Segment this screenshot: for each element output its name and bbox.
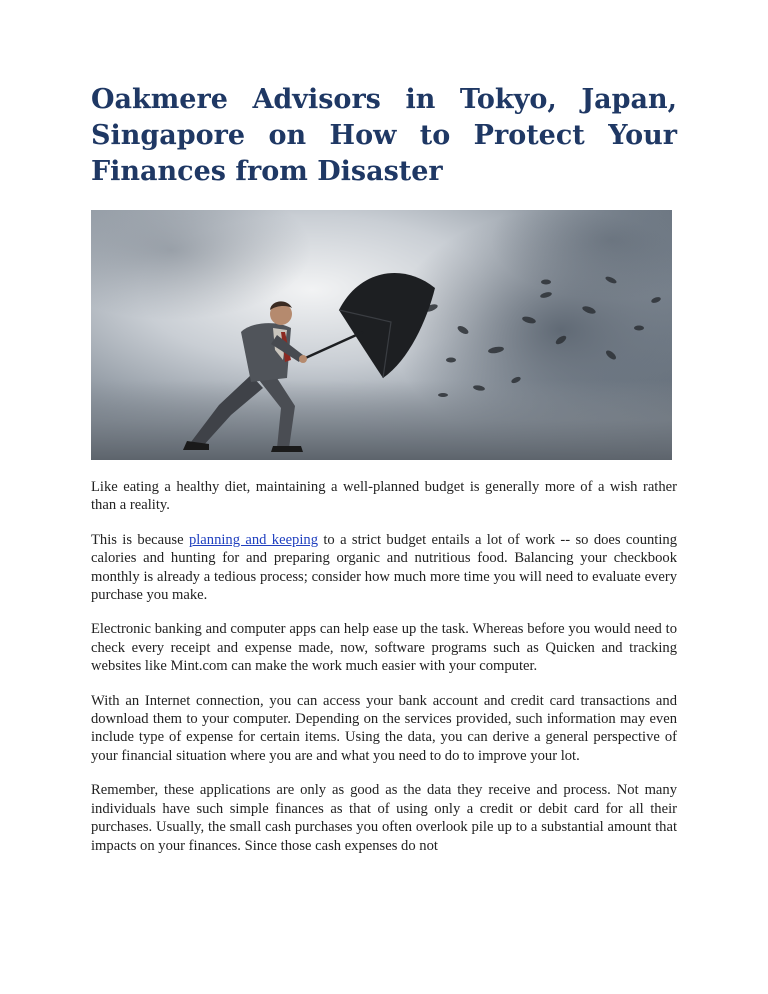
paragraph-2-end: to a strict budget entails a lot of work -- so does counting calories and hunting for and preparing organic and nutritious food. Balancing your checkbook monthly is already a tedious process; consider how much more time you will need to evaluate every purchase you make. xyxy=(91,531,678,604)
paragraph-2-start: This is because xyxy=(91,531,189,548)
planning-and-keeping-link[interactable]: planning and keeping xyxy=(188,531,318,548)
man-with-umbrella-in-storm-photo xyxy=(91,210,672,460)
paragraph-4: With an Internet connection, you can access your bank account and credit card transactions and download them to your computer. Depending on the services provided, such information may even include type of expense for certain items. Using the data, you can derive a general perspective of your financial situation where you are and what you need to do to improve your lot. xyxy=(91,692,677,764)
paragraph-2 xyxy=(91,531,677,605)
paragraph-5: Remember, these applications are only as good as the data they receive and process. Not many individuals have such simple finances as that of using only a credit or debit card for all their purchases. Usually, the small cash purchases you often overlook pile up to a substantial amount that impacts on your finances. Since those cash expenses do not xyxy=(91,782,677,854)
article-body xyxy=(91,478,677,871)
paragraph-1: Like eating a healthy diet, maintaining a well-planned budget is generally more of a wish rather than a reality. xyxy=(91,479,677,514)
article-title: Oakmere Advisors in Tokyo, Japan, Singapore on How to Protect Your Finances from Disaster xyxy=(91,84,677,187)
paragraph-3: Electronic banking and computer apps can help ease up the task. Whereas before you would need to check every receipt and expense made, now, software programs such as Quicken and tracking websites like Mint.com can make the work much easier with your computer. xyxy=(91,621,677,675)
hero-image xyxy=(91,210,672,460)
